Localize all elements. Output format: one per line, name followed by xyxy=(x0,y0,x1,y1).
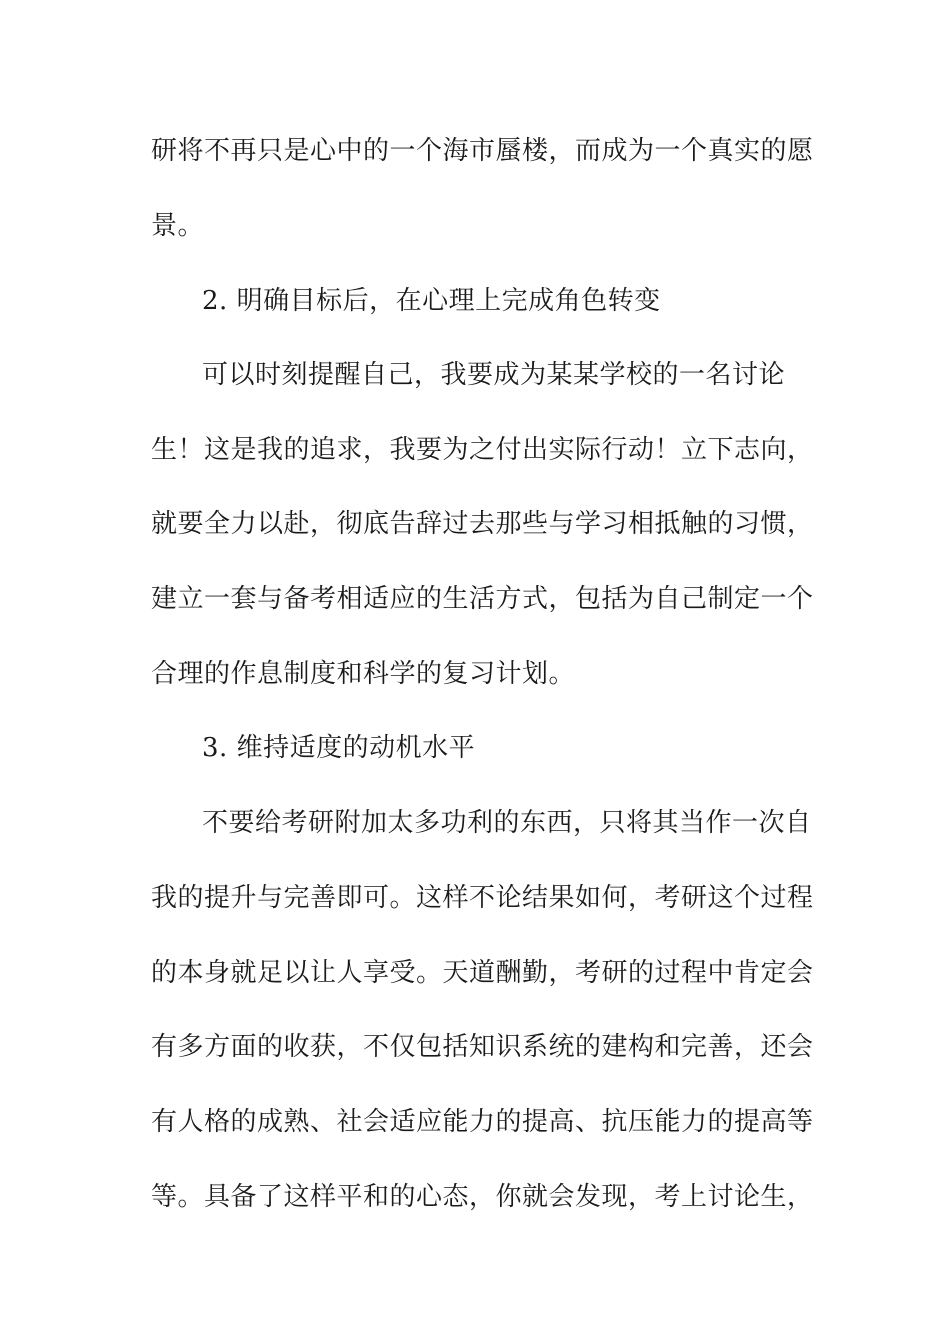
paragraph-line: 就要全力以赴，彻底告辞过去那些与学习相抵触的习惯， xyxy=(151,509,814,539)
paragraph-line: 合理的作息制度和科学的复习计划。 xyxy=(151,659,576,689)
paragraph-line: 建立一套与备考相适应的生活方式，包括为自己制定一个 xyxy=(151,584,814,614)
paragraph-line: 的本身就足以让人享受。天道酬勤，考研的过程中肯定会 xyxy=(151,958,814,988)
section-heading: 3. 维持适度的动机水平 xyxy=(202,733,476,763)
paragraph-line: 生！这是我的追求，我要为之付出实际行动！立下志向， xyxy=(151,435,814,465)
paragraph-line: 我的提升与完善即可。这样不论结果如何，考研这个过程 xyxy=(151,883,814,913)
paragraph-line: 有多方面的收获，不仅包括知识系统的建构和完善，还会 xyxy=(151,1032,814,1062)
paragraph-line: 有人格的成熟、社会适应能力的提高、抗压能力的提高等 xyxy=(151,1107,814,1137)
paragraph-line: 等。具备了这样平和的心态，你就会发现，考上讨论生， xyxy=(151,1182,814,1212)
paragraph-line: 不要给考研附加太多功利的东西，只将其当作一次自 xyxy=(202,808,812,838)
section-heading: 2. 明确目标后，在心理上完成角色转变 xyxy=(202,286,661,316)
paragraph-line: 可以时刻提醒自己，我要成为某某学校的一名讨论 xyxy=(202,360,786,390)
paragraph-line: 研将不再只是心中的一个海市蜃楼，而成为一个真实的愿 xyxy=(151,136,814,166)
paragraph-line: 景。 xyxy=(151,211,205,241)
